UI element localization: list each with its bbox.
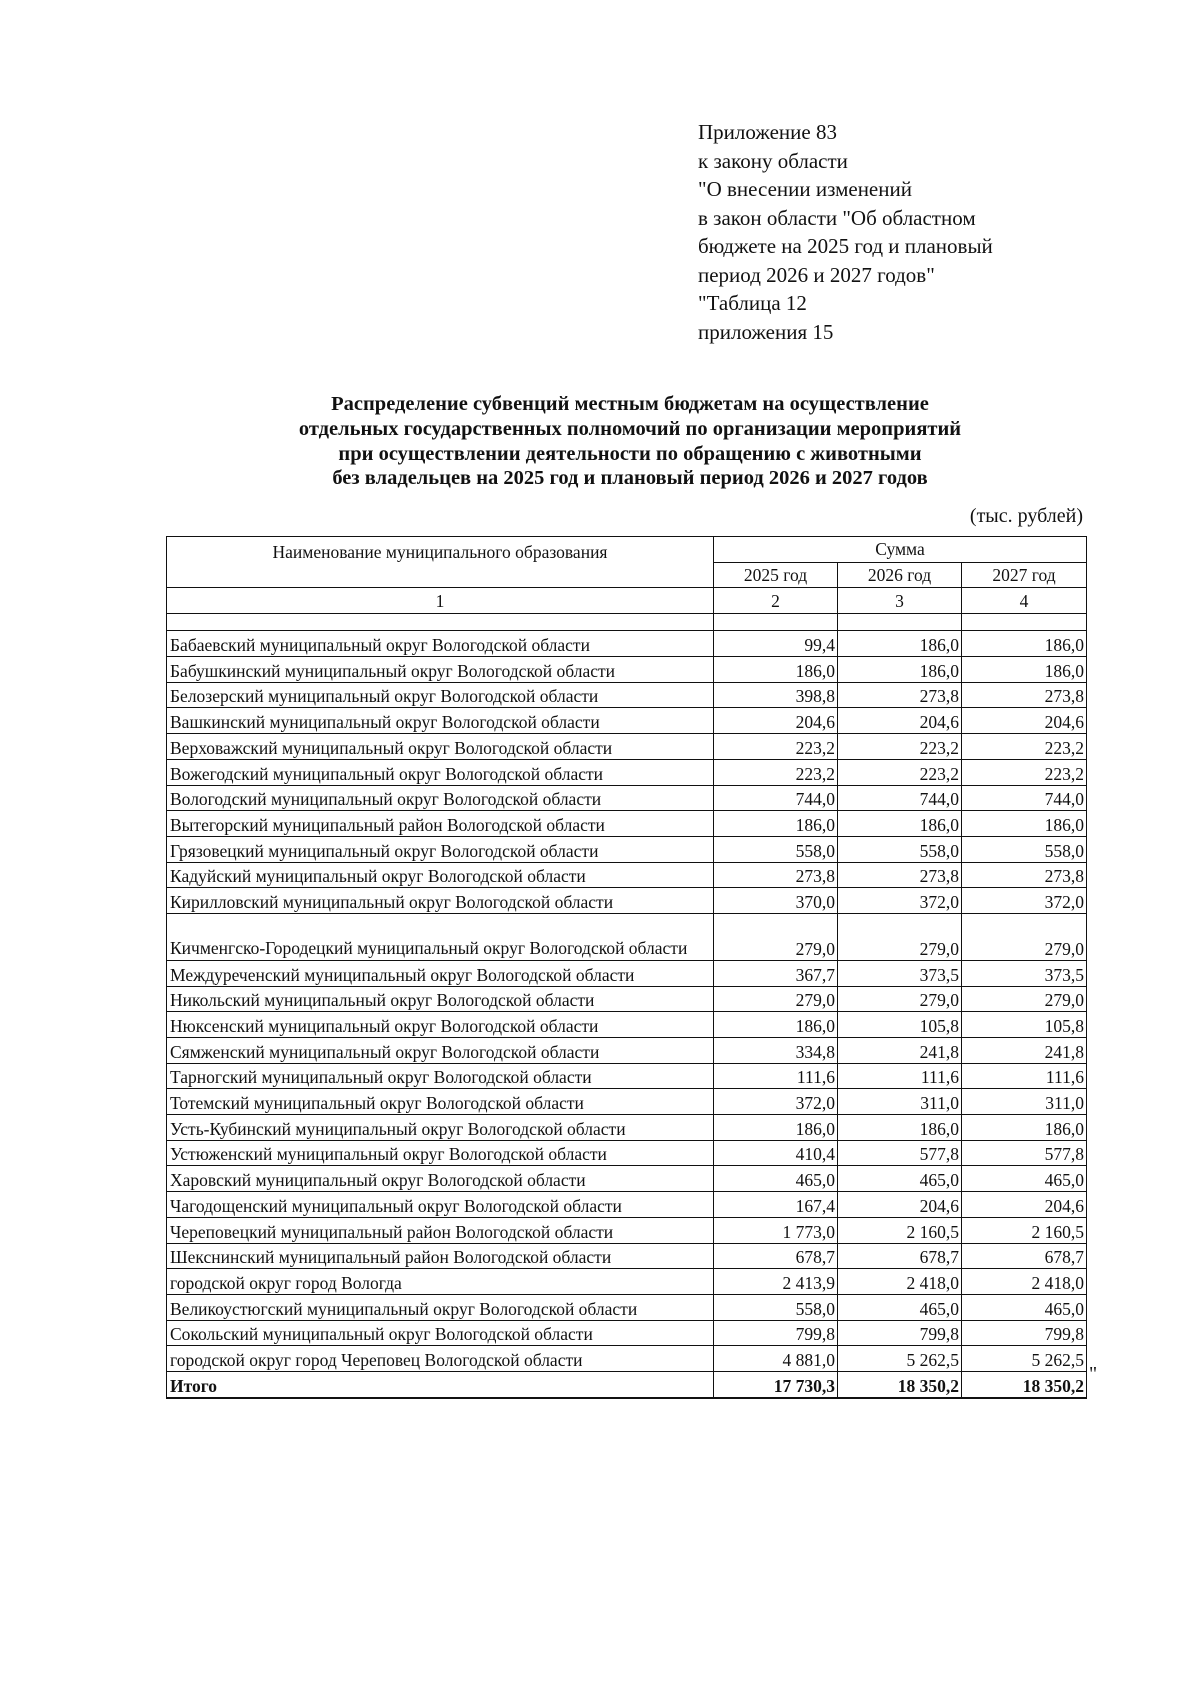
spacer-row bbox=[167, 614, 1087, 631]
units-label: (тыс. рублей) bbox=[969, 505, 1083, 527]
amount-2025: 372,0 bbox=[714, 1089, 838, 1115]
amount-2027: 105,8 bbox=[962, 1012, 1087, 1038]
amount-2025: 204,6 bbox=[714, 708, 838, 734]
amount-2026: 558,0 bbox=[838, 836, 962, 862]
amount-2026: 186,0 bbox=[838, 811, 962, 837]
amount-2027: 186,0 bbox=[962, 1115, 1087, 1141]
municipality-name: Кадуйский муниципальный округ Вологодской области bbox=[167, 862, 714, 888]
amount-2027: 372,0 bbox=[962, 888, 1087, 914]
table-row bbox=[167, 631, 1087, 657]
appendix-line: бюджете на 2025 год и плановый bbox=[698, 234, 993, 258]
amount-2027: 111,6 bbox=[962, 1063, 1087, 1089]
table-row bbox=[167, 1166, 1087, 1192]
column-number: 3 bbox=[838, 588, 962, 614]
municipality-name: Никольский муниципальный округ Вологодской области bbox=[167, 986, 714, 1012]
amount-2026: 273,8 bbox=[838, 862, 962, 888]
amount-2026: 186,0 bbox=[838, 631, 962, 657]
amount-2025: 799,8 bbox=[714, 1320, 838, 1346]
amount-2026: 111,6 bbox=[838, 1063, 962, 1089]
appendix-line: Приложение 83 bbox=[698, 120, 837, 144]
amount-2027: 186,0 bbox=[962, 657, 1087, 683]
amount-2026: 223,2 bbox=[838, 759, 962, 785]
amount-2026: 273,8 bbox=[838, 682, 962, 708]
header-year: 2026 год bbox=[838, 562, 962, 588]
spacer-cell bbox=[167, 614, 714, 631]
appendix-line: "Таблица 12 bbox=[698, 291, 807, 315]
amount-2025: 186,0 bbox=[714, 1115, 838, 1141]
table-row bbox=[167, 836, 1087, 862]
amount-2027: 5 262,5 bbox=[962, 1346, 1087, 1372]
amount-2026: 223,2 bbox=[838, 734, 962, 760]
amount-2025: 410,4 bbox=[714, 1140, 838, 1166]
municipality-name: Бабаевский муниципальный округ Вологодской области bbox=[167, 631, 714, 657]
table-row bbox=[167, 986, 1087, 1012]
amount-2027: 744,0 bbox=[962, 785, 1087, 811]
table-row bbox=[167, 1140, 1087, 1166]
municipality-name: Вологодский муниципальный округ Вологодской области bbox=[167, 785, 714, 811]
amount-2025: 167,4 bbox=[714, 1192, 838, 1218]
amount-2026: 465,0 bbox=[838, 1166, 962, 1192]
table-row bbox=[167, 682, 1087, 708]
municipality-name: Шекснинский муниципальный район Вологодской области bbox=[167, 1243, 714, 1269]
closing-quote: " bbox=[1089, 1363, 1098, 1385]
amount-2025: 398,8 bbox=[714, 682, 838, 708]
column-number: 2 bbox=[714, 588, 838, 614]
amount-2025: 2 413,9 bbox=[714, 1269, 838, 1295]
municipality-name: Междуреченский муниципальный округ Вологодской области bbox=[167, 960, 714, 986]
municipality-name: городской округ город Череповец Вологодской области bbox=[167, 1346, 714, 1372]
municipality-name: Череповецкий муниципальный район Вологодской области bbox=[167, 1217, 714, 1243]
municipality-name: Кичменгско-Городецкий муниципальный округ Вологодской области bbox=[167, 913, 714, 960]
appendix-reference bbox=[698, 118, 1118, 346]
municipality-name: Сямженский муниципальный округ Вологодской области bbox=[167, 1038, 714, 1064]
table-row bbox=[167, 1217, 1087, 1243]
amount-2025: 99,4 bbox=[714, 631, 838, 657]
amount-2025: 223,2 bbox=[714, 759, 838, 785]
amount-2027: 2 418,0 bbox=[962, 1269, 1087, 1295]
table-row bbox=[167, 1192, 1087, 1218]
amount-2025: 678,7 bbox=[714, 1243, 838, 1269]
table-row bbox=[167, 888, 1087, 914]
table-row bbox=[167, 734, 1087, 760]
amount-2026: 311,0 bbox=[838, 1089, 962, 1115]
municipality-name: Нюксенский муниципальный округ Вологодской области bbox=[167, 1012, 714, 1038]
table-row bbox=[167, 1038, 1087, 1064]
table-row bbox=[167, 1294, 1087, 1320]
amount-2026: 204,6 bbox=[838, 708, 962, 734]
amount-2025: 279,0 bbox=[714, 986, 838, 1012]
title-line: без владельцев на 2025 год и плановый период 2026 и 2027 годов bbox=[332, 467, 928, 490]
total-2026: 18 350,2 bbox=[838, 1371, 962, 1397]
table-row bbox=[167, 1089, 1087, 1115]
amount-2027: 279,0 bbox=[962, 913, 1087, 960]
municipality-name: Вытегорский муниципальный район Вологодской области bbox=[167, 811, 714, 837]
amount-2027: 2 160,5 bbox=[962, 1217, 1087, 1243]
amount-2025: 1 773,0 bbox=[714, 1217, 838, 1243]
header-name: Наименование муниципального образования bbox=[167, 537, 714, 588]
amount-2026: 279,0 bbox=[838, 986, 962, 1012]
amount-2025: 334,8 bbox=[714, 1038, 838, 1064]
amount-2026: 186,0 bbox=[838, 1115, 962, 1141]
table-row bbox=[167, 913, 1087, 960]
amount-2025: 744,0 bbox=[714, 785, 838, 811]
municipality-name: Грязовецкий муниципальный округ Вологодской области bbox=[167, 836, 714, 862]
table-row bbox=[167, 1012, 1087, 1038]
amount-2026: 105,8 bbox=[838, 1012, 962, 1038]
municipality-name: Кирилловский муниципальный округ Вологодской области bbox=[167, 888, 714, 914]
amount-2025: 186,0 bbox=[714, 1012, 838, 1038]
amount-2025: 186,0 bbox=[714, 811, 838, 837]
amount-2026: 204,6 bbox=[838, 1192, 962, 1218]
header-row bbox=[167, 537, 1087, 563]
amount-2025: 558,0 bbox=[714, 836, 838, 862]
table-row bbox=[167, 1115, 1087, 1141]
appendix-line: в закон области "Об областном bbox=[698, 205, 976, 230]
table-row bbox=[167, 811, 1087, 837]
amount-2027: 279,0 bbox=[962, 986, 1087, 1012]
spacer-cell bbox=[962, 614, 1087, 631]
amount-2027: 204,6 bbox=[962, 708, 1087, 734]
table-row bbox=[167, 1243, 1087, 1269]
appendix-line: приложения 15 bbox=[698, 319, 834, 344]
header-year: 2025 год bbox=[714, 562, 838, 588]
municipality-name: Великоустюгский муниципальный округ Вологодской области bbox=[167, 1294, 714, 1320]
table-row bbox=[167, 785, 1087, 811]
amount-2026: 577,8 bbox=[838, 1140, 962, 1166]
title-line: отдельных государственных полномочий по организации мероприятий bbox=[298, 417, 962, 440]
amount-2026: 2 418,0 bbox=[838, 1269, 962, 1295]
amount-2026: 2 160,5 bbox=[838, 1217, 962, 1243]
table-row bbox=[167, 1063, 1087, 1089]
title-line: при осуществлении деятельности по обращению с животными bbox=[338, 442, 922, 465]
municipality-name: Вожегодский муниципальный округ Вологодской области bbox=[167, 759, 714, 785]
amount-2025: 186,0 bbox=[714, 657, 838, 683]
amount-2027: 465,0 bbox=[962, 1294, 1087, 1320]
table-row bbox=[167, 657, 1087, 683]
appendix-line: к закону области bbox=[698, 148, 848, 173]
table-row bbox=[167, 759, 1087, 785]
header-sum: Сумма bbox=[714, 537, 1087, 563]
total-row bbox=[167, 1371, 1087, 1397]
spacer-cell bbox=[714, 614, 838, 631]
municipality-name: городской округ город Вологда bbox=[167, 1269, 714, 1295]
amount-2026: 744,0 bbox=[838, 785, 962, 811]
column-number-row bbox=[167, 588, 1087, 614]
amount-2027: 186,0 bbox=[962, 811, 1087, 837]
amount-2025: 465,0 bbox=[714, 1166, 838, 1192]
municipality-name: Белозерский муниципальный округ Вологодской области bbox=[167, 682, 714, 708]
amount-2026: 465,0 bbox=[838, 1294, 962, 1320]
table-row bbox=[167, 862, 1087, 888]
amount-2027: 558,0 bbox=[962, 836, 1087, 862]
municipality-name: Устюженский муниципальный округ Вологодской области bbox=[167, 1140, 714, 1166]
amount-2027: 241,8 bbox=[962, 1038, 1087, 1064]
total-2027: 18 350,2 bbox=[962, 1371, 1087, 1397]
appendix-line: период 2026 и 2027 годов" bbox=[698, 262, 935, 287]
amount-2027: 373,5 bbox=[962, 960, 1087, 986]
municipality-name: Усть-Кубинский муниципальный округ Вологодской области bbox=[167, 1115, 714, 1141]
amount-2025: 279,0 bbox=[714, 913, 838, 960]
amount-2026: 5 262,5 bbox=[838, 1346, 962, 1372]
amount-2025: 223,2 bbox=[714, 734, 838, 760]
amount-2025: 558,0 bbox=[714, 1294, 838, 1320]
table-row bbox=[167, 1346, 1087, 1372]
amount-2027: 799,8 bbox=[962, 1320, 1087, 1346]
amount-2027: 223,2 bbox=[962, 734, 1087, 760]
subvention-table bbox=[166, 536, 1087, 1399]
municipality-name: Бабушкинский муниципальный округ Вологодской области bbox=[167, 657, 714, 683]
municipality-name: Харовский муниципальный округ Вологодской области bbox=[167, 1166, 714, 1192]
municipality-name: Тарногский муниципальный округ Вологодской области bbox=[167, 1063, 714, 1089]
table-row bbox=[167, 960, 1087, 986]
municipality-name: Вашкинский муниципальный округ Вологодской области bbox=[167, 708, 714, 734]
amount-2027: 223,2 bbox=[962, 759, 1087, 785]
amount-2025: 370,0 bbox=[714, 888, 838, 914]
table-row bbox=[167, 708, 1087, 734]
title-line: Распределение субвенций местным бюджетам на осуществление bbox=[331, 393, 929, 415]
amount-2026: 799,8 bbox=[838, 1320, 962, 1346]
municipality-name: Верховажский муниципальный округ Вологодской области bbox=[167, 734, 714, 760]
amount-2025: 111,6 bbox=[714, 1063, 838, 1089]
amount-2026: 373,5 bbox=[838, 960, 962, 986]
amount-2025: 273,8 bbox=[714, 862, 838, 888]
total-label: Итого bbox=[167, 1371, 714, 1397]
municipality-name: Чагодощенский муниципальный округ Вологодской области bbox=[167, 1192, 714, 1218]
amount-2027: 311,0 bbox=[962, 1089, 1087, 1115]
spacer-cell bbox=[838, 614, 962, 631]
amount-2027: 186,0 bbox=[962, 631, 1087, 657]
amount-2027: 577,8 bbox=[962, 1140, 1087, 1166]
amount-2026: 678,7 bbox=[838, 1243, 962, 1269]
amount-2027: 273,8 bbox=[962, 682, 1087, 708]
column-number: 4 bbox=[962, 588, 1087, 614]
amount-2027: 678,7 bbox=[962, 1243, 1087, 1269]
document-title bbox=[160, 392, 1100, 491]
amount-2026: 186,0 bbox=[838, 657, 962, 683]
amount-2027: 204,6 bbox=[962, 1192, 1087, 1218]
table-row bbox=[167, 1269, 1087, 1295]
header-year: 2027 год bbox=[962, 562, 1087, 588]
table-row bbox=[167, 1320, 1087, 1346]
amount-2026: 279,0 bbox=[838, 913, 962, 960]
column-number: 1 bbox=[167, 588, 714, 614]
total-2025: 17 730,3 bbox=[714, 1371, 838, 1397]
amount-2026: 372,0 bbox=[838, 888, 962, 914]
amount-2027: 273,8 bbox=[962, 862, 1087, 888]
amount-2025: 4 881,0 bbox=[714, 1346, 838, 1372]
amount-2027: 465,0 bbox=[962, 1166, 1087, 1192]
amount-2026: 241,8 bbox=[838, 1038, 962, 1064]
municipality-name: Тотемский муниципальный округ Вологодской области bbox=[167, 1089, 714, 1115]
appendix-line: "О внесении изменений bbox=[698, 177, 912, 201]
amount-2025: 367,7 bbox=[714, 960, 838, 986]
municipality-name: Сокольский муниципальный округ Вологодской области bbox=[167, 1320, 714, 1346]
